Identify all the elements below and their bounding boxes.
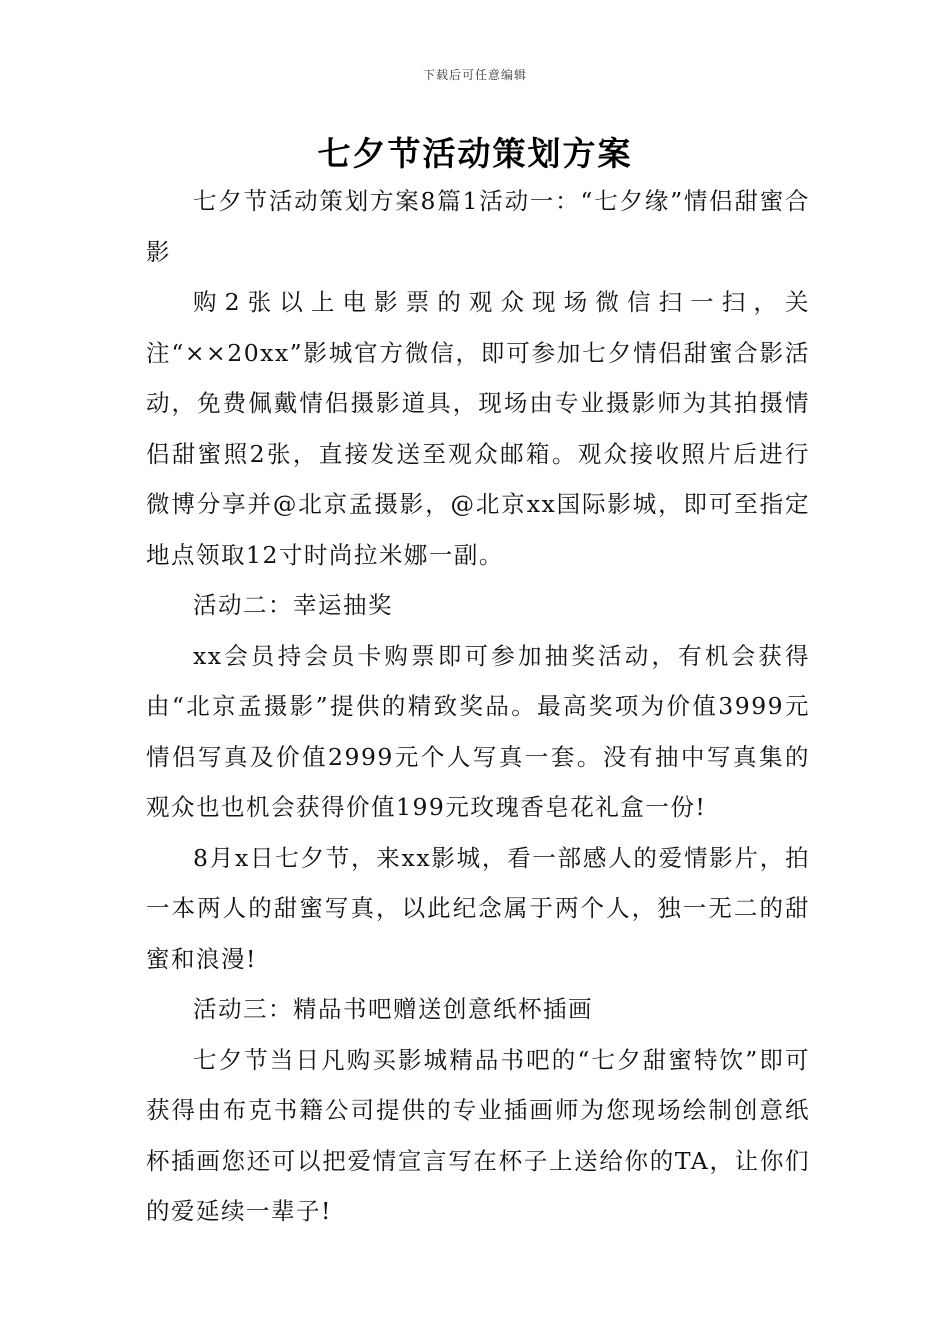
- page-title: 七夕节活动策划方案: [317, 134, 633, 173]
- paragraph-activity-three: 七夕节当日凡购买影城精品书吧的“七夕甜蜜特饮”即可获得由布克书籍公司提供的专业插画师为您现场绘制创意纸杯插画您还可以把爱情宣言写在杯子上送给你的TA，让你们的爱延续一辈子!: [146, 1045, 810, 1225]
- paragraph-activity-one: 购2张以上电影票的观众现场微信扫一扫，关注“××20xx”影城官方微信，即可参加七夕情侣甜蜜合影活动，免费佩戴情侣摄影道具，现场由专业摄影师为其拍摄情侣甜蜜照2张，直接发送至观众邮箱。观众接收照片后进行微博分享并@北京孟摄影，@北京xx国际影城，即可至指定地点领取12寸时尚拉米娜一副。: [146, 288, 810, 569]
- paragraph-qixi-day: 8月x日七夕节，来xx影城，看一部感人的爱情影片，拍一本两人的甜蜜写真，以此纪念属于两个人，独一无二的甜蜜和浪漫!: [146, 843, 810, 973]
- document-body: [146, 176, 810, 1237]
- paragraph-activity-two: xx会员持会员卡购票即可参加抽奖活动，有机会获得由“北京孟摄影”提供的精致奖品。最高奖项为价值3999元情侣写真及价值2999元个人写真一套。没有抽中写真集的观众也也机会获得价值199元玫瑰香皂花礼盒一份!: [146, 641, 810, 821]
- header-note: 下载后可任意编辑: [422, 68, 527, 82]
- paragraph-intro: 七夕节活动策划方案8篇1活动一：“七夕缘”情侣甜蜜合影: [146, 187, 810, 266]
- heading-activity-two: 活动二：幸运抽奖: [193, 591, 393, 619]
- heading-activity-three: 活动三：精品书吧赠送创意纸杯插画: [193, 995, 593, 1023]
